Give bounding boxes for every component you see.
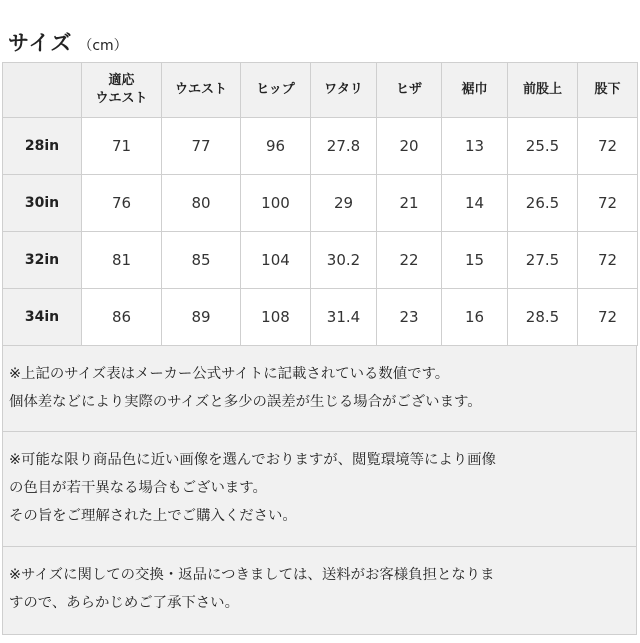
table-cell: 15 (442, 232, 508, 289)
table-cell: 22 (377, 232, 442, 289)
notes-section (2, 345, 637, 635)
table-cell: 72 (578, 118, 638, 175)
table-cell: 72 (578, 289, 638, 346)
header-label: 裾巾 (461, 82, 488, 97)
table-cell: 31.4 (311, 289, 377, 346)
header-hem-width (442, 63, 508, 118)
header-label: 股下 (594, 82, 621, 97)
note-line: 個体差などにより実際のサイズと多少の誤差が生じる場合がございます。 (9, 394, 482, 410)
table-cell: 28.5 (508, 289, 578, 346)
title-unit: （cm） (78, 38, 128, 54)
note-line: ※可能な限り商品色に近い画像を選んでおりますが、閲覧環境等により画像 (9, 452, 496, 468)
header-label: ウエスト (174, 82, 227, 97)
table-cell: 27.8 (311, 118, 377, 175)
table-cell: 20 (377, 118, 442, 175)
header-knee (377, 63, 442, 118)
table-cell: 27.5 (508, 232, 578, 289)
row-size-label: 32in (3, 232, 82, 289)
header-label: ヒップ (256, 82, 295, 97)
table-cell: 30.2 (311, 232, 377, 289)
table-cell: 26.5 (508, 175, 578, 232)
row-size-label: 34in (3, 289, 82, 346)
table-row (3, 232, 638, 289)
table-cell: 16 (442, 289, 508, 346)
header-front-rise (508, 63, 578, 118)
table-cell: 108 (241, 289, 311, 346)
table-cell: 25.5 (508, 118, 578, 175)
header-label: 適応 (108, 73, 135, 88)
row-size-label: 30in (3, 175, 82, 232)
table-cell: 72 (578, 175, 638, 232)
note-measurement-disclaimer (2, 345, 637, 432)
table-cell: 85 (162, 232, 241, 289)
table-cell: 80 (162, 175, 241, 232)
table-cell: 72 (578, 232, 638, 289)
header-thigh (311, 63, 377, 118)
header-inseam (578, 63, 638, 118)
note-line: すので、あらかじめご了承下さい。 (9, 595, 239, 611)
note-line: ※サイズに関しての交換・返品につきましては、送料がお客様負担となりま (9, 567, 495, 583)
header-label: ワタリ (324, 82, 363, 97)
table-row (3, 289, 638, 346)
size-table (2, 62, 638, 346)
note-return-policy (2, 547, 637, 635)
note-line: その旨をご理解された上でご購入ください。 (9, 508, 297, 524)
header-label: ヒザ (395, 82, 422, 97)
header-hip (241, 63, 311, 118)
table-cell: 23 (377, 289, 442, 346)
table-cell: 29 (311, 175, 377, 232)
table-cell: 21 (377, 175, 442, 232)
title-text: サイズ (8, 31, 73, 55)
row-size-label: 28in (3, 118, 82, 175)
table-cell: 100 (241, 175, 311, 232)
table-row (3, 118, 638, 175)
header-label: 前股上 (522, 82, 562, 97)
header-fit-waist (82, 63, 162, 118)
table-cell: 89 (162, 289, 241, 346)
table-cell: 81 (82, 232, 162, 289)
note-color-disclaimer (2, 432, 637, 547)
size-chart-title (8, 27, 128, 61)
note-line: ※上記のサイズ表はメーカー公式サイトに記載されている数値です。 (9, 366, 450, 382)
header-row (3, 63, 638, 118)
table-cell: 77 (162, 118, 241, 175)
header-waist (162, 63, 241, 118)
note-line: の色目が若干異なる場合もございます。 (9, 480, 267, 496)
header-corner-cell (3, 63, 82, 118)
table-row (3, 175, 638, 232)
table-cell: 71 (82, 118, 162, 175)
table-cell: 86 (82, 289, 162, 346)
table-cell: 14 (442, 175, 508, 232)
header-label: ウエスト (95, 91, 148, 106)
table-cell: 96 (241, 118, 311, 175)
table-cell: 104 (241, 232, 311, 289)
table-cell: 13 (442, 118, 508, 175)
table-cell: 76 (82, 175, 162, 232)
